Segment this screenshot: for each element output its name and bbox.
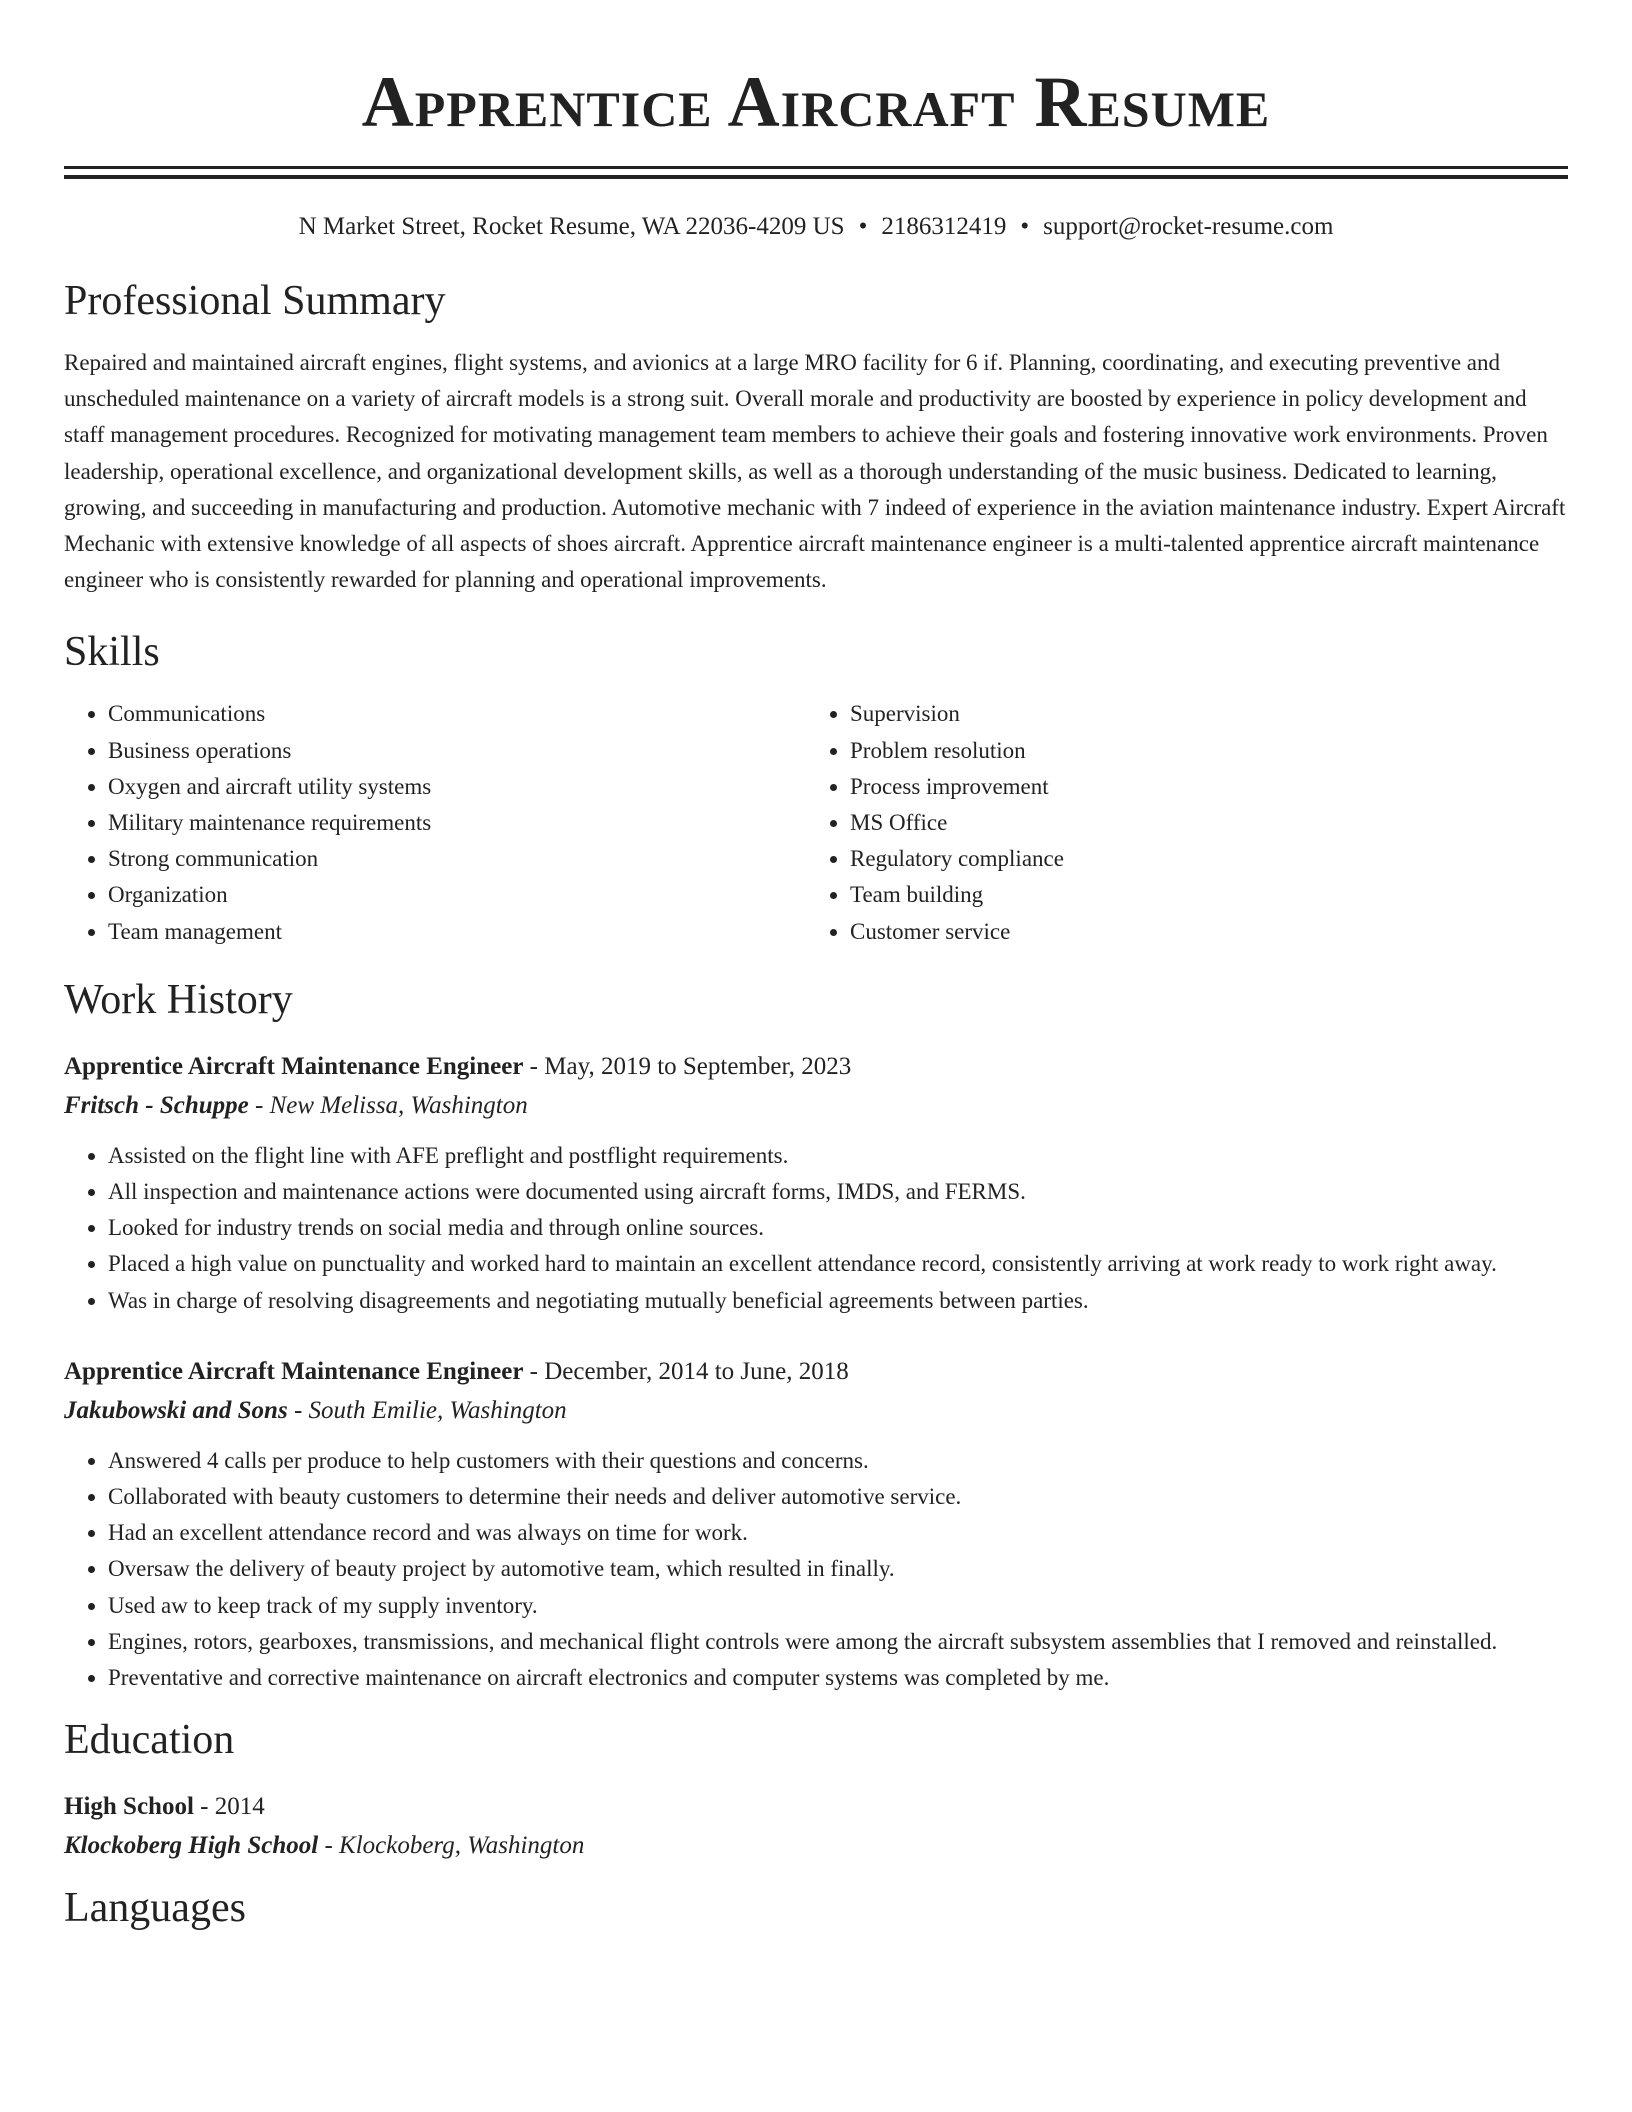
job-duties (64, 1443, 1568, 1696)
skills-list-right (806, 696, 1548, 949)
skill-item: • Process improvement (850, 769, 1548, 805)
duty-item: • Placed a high value on punctuality and worked hard to maintain an excellent attendance record, consistently arriving at work ready to work right away. (108, 1246, 1568, 1282)
employer-location: - New Melissa, Washington (248, 1091, 528, 1119)
languages-heading: Languages (64, 1885, 246, 1932)
job-title-line (64, 1048, 1568, 1086)
job-title: Apprentice Aircraft Maintenance Engineer (64, 1357, 524, 1385)
skill-item: • Communications (108, 696, 806, 732)
education-school-line (64, 1826, 1568, 1866)
duty-item: • Preventative and corrective maintenance on aircraft electronics and computer systems was completed by me. (108, 1660, 1568, 1696)
employer-line (64, 1086, 1568, 1126)
skill-item: • Team building (850, 877, 1548, 913)
job-entry (64, 1353, 1568, 1696)
contact-email: support@rocket-resume.com (1043, 213, 1334, 240)
skill-item: • Supervision (850, 696, 1548, 732)
skill-item: • Military maintenance requirements (108, 805, 806, 841)
skill-item: • Customer service (850, 914, 1548, 950)
resume-page (64, 0, 1568, 1934)
contact-separator: • (1020, 213, 1030, 240)
education-degree-line (64, 1788, 1568, 1826)
education-heading: Education (64, 1717, 235, 1764)
skill-item: • Oxygen and aircraft utility systems (108, 769, 806, 805)
job-title-line (64, 1353, 1568, 1391)
skills-columns (64, 696, 1568, 949)
contact-phone: 2186312419 (881, 213, 1007, 240)
summary-heading: Professional Summary (64, 278, 446, 324)
skill-item: • Business operations (108, 733, 806, 769)
job-title: Apprentice Aircraft Maintenance Engineer (64, 1052, 524, 1080)
duty-item: • Collaborated with beauty customers to determine their needs and deliver automotive service. (108, 1479, 1568, 1515)
resume-title: Apprentice Aircraft Resume (361, 62, 1271, 142)
job-entry (64, 1048, 1568, 1319)
skill-item: • MS Office (850, 805, 1548, 841)
work-history-heading: Work History (64, 976, 293, 1023)
duty-item: • Oversaw the delivery of beauty project by automotive team, which resulted in finally. (108, 1551, 1568, 1587)
education-location: - Klockoberg, Washington (318, 1832, 585, 1860)
education-entry (64, 1788, 1568, 1866)
job-dates: - December, 2014 to June, 2018 (523, 1357, 849, 1385)
skill-item: • Problem resolution (850, 733, 1548, 769)
duty-item: • Answered 4 calls per produce to help customers with their questions and concerns. (108, 1443, 1568, 1479)
duty-item: • Looked for industry trends on social media and through online sources. (108, 1210, 1568, 1246)
employer-location: - South Emilie, Washington (287, 1396, 567, 1424)
duty-item: • Had an excellent attendance record and was always on time for work. (108, 1515, 1568, 1551)
job-dates: - May, 2019 to September, 2023 (523, 1052, 852, 1080)
duty-item: • Used aw to keep track of my supply inventory. (108, 1588, 1568, 1624)
contact-address: N Market Street, Rocket Resume, WA 22036-4209 US (298, 213, 845, 240)
skills-list-left (64, 696, 806, 949)
contact-line (64, 211, 1568, 243)
title-rule-bottom (64, 175, 1568, 179)
job-duties (64, 1138, 1568, 1319)
duty-item: • All inspection and maintenance actions were documented using aircraft forms, IMDS, and FERMS. (108, 1174, 1568, 1210)
employer-name: Fritsch - Schuppe (64, 1091, 249, 1119)
duty-item: • Assisted on the flight line with AFE preflight and postflight requirements. (108, 1138, 1568, 1174)
skill-item: • Strong communication (108, 841, 806, 877)
skill-item: • Organization (108, 877, 806, 913)
duty-item: • Engines, rotors, gearboxes, transmissions, and mechanical flight controls were among the aircraft subsystem assemblies that I removed and reinstalled. (108, 1624, 1568, 1660)
skills-heading: Skills (64, 629, 160, 676)
skill-item: • Regulatory compliance (850, 841, 1548, 877)
education-degree: High School (64, 1793, 194, 1821)
education-school: Klockoberg High School (64, 1832, 319, 1860)
contact-separator: • (858, 213, 868, 240)
summary-text: Repaired and maintained aircraft engines, flight systems, and avionics at a large MRO facility for 6 if. Planning, coordinating, and executing preventive and unscheduled maintenance on a variety of aircraft models is a strong suit. Overall morale and productivity are boosted by experience in policy development and staff management procedures. Recognized for motivating management team members to achieve their goals and fostering innovative work environments. Proven leadership, operational excellence, and organizational development skills, as well as a thorough understanding of the music business. Dedicated to learning, growing, and succeeding in manufacturing and production. Automotive mechanic with 7 indeed of experience in the aviation maintenance industry. Expert Aircraft Mechanic with extensive knowledge of all aspects of shoes aircraft. Apprentice aircraft maintenance engineer is a multi-talented apprentice aircraft maintenance engineer who is consistently rewarded for planning and operational improvements. (64, 350, 1566, 593)
education-year: - 2014 (193, 1793, 265, 1821)
employer-line (64, 1391, 1568, 1431)
title-rule-top (64, 166, 1568, 169)
duty-item: • Was in charge of resolving disagreements and negotiating mutually beneficial agreements between parties. (108, 1283, 1568, 1319)
employer-name: Jakubowski and Sons (64, 1396, 288, 1424)
skill-item: • Team management (108, 914, 806, 950)
